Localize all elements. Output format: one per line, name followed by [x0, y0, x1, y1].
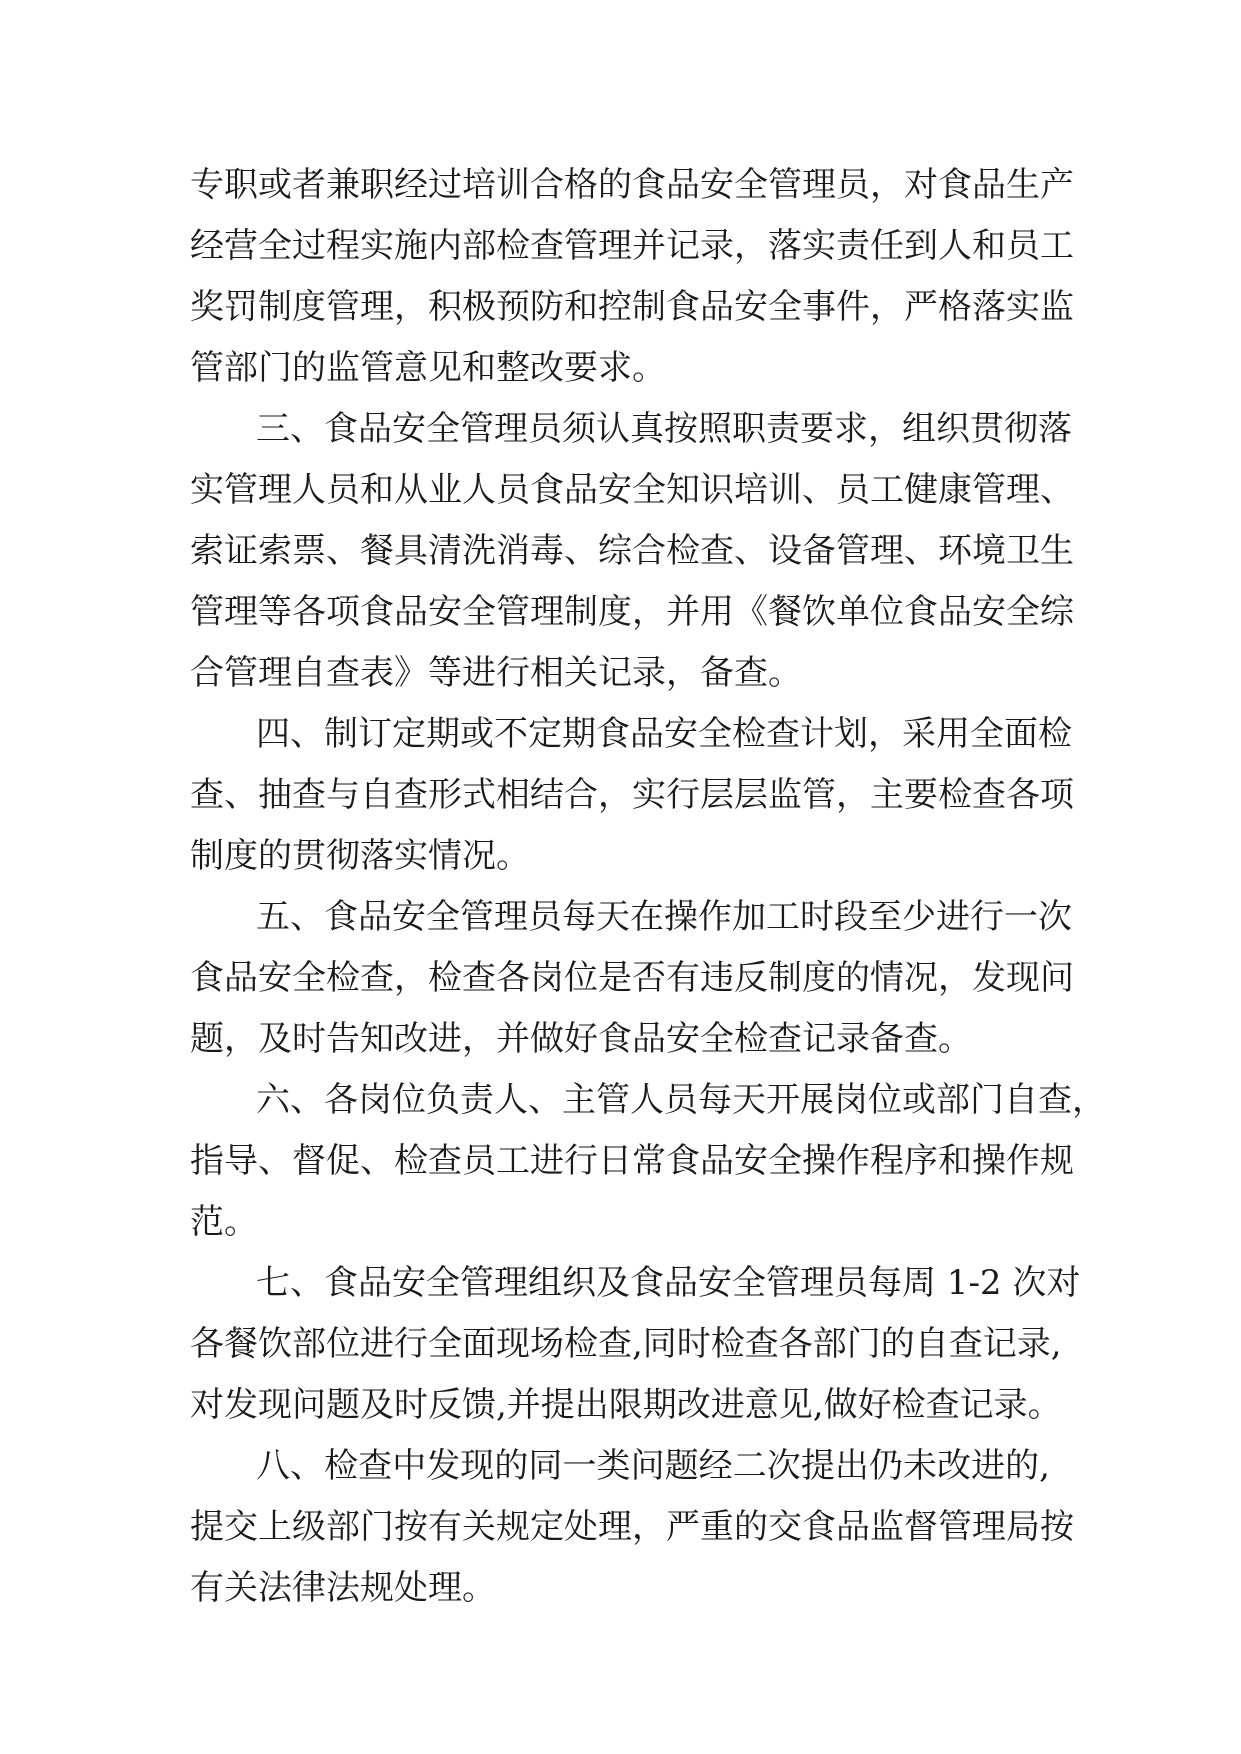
text-line: 合管理自查表》等进行相关记录，备查。 — [190, 653, 802, 693]
text-line: 索证索票、餐具清洗消毒、综合检查、设备管理、环境卫生 — [190, 531, 1074, 571]
text-line: 六、各岗位负责人、主管人员每天开展岗位或部门自查， — [256, 1080, 1106, 1120]
text-line: 有关法律法规处理。 — [190, 1568, 496, 1608]
paragraph-continued — [190, 155, 1074, 399]
text-line: 七、食品安全管理组织及食品安全管理员每周 1-2 次对 — [256, 1263, 1081, 1303]
text-line: 专职或者兼职经过培训合格的食品安全管理员，对食品生产 — [190, 165, 1074, 205]
text-line: 食品安全检查，检查各岗位是否有违反制度的情况，发现问 — [190, 958, 1074, 998]
text-line: 奖罚制度管理，积极预防和控制食品安全事件，严格落实监 — [190, 287, 1074, 327]
text-line: 实管理人员和从业人员食品安全知识培训、员工健康管理、 — [190, 470, 1074, 510]
text-line: 八、检查中发现的同一类问题经二次提出仍未改进的, — [256, 1446, 1050, 1486]
text-line: 管部门的监管意见和整改要求。 — [190, 348, 666, 388]
paragraph-item-8 — [190, 1436, 1074, 1619]
paragraph-item-6 — [190, 1070, 1106, 1253]
text-line: 三、食品安全管理员须认真按照职责要求，组织贯彻落 — [256, 409, 1072, 449]
text-line: 范。 — [190, 1202, 258, 1242]
document-body — [190, 155, 1106, 1619]
paragraph-item-5 — [190, 887, 1074, 1070]
text-line: 对发现问题及时反馈,并提出限期改进意见,做好检查记录。 — [190, 1385, 1062, 1425]
text-line: 查、抽查与自查形式相结合，实行层层监管，主要检查各项 — [190, 775, 1074, 815]
paragraph-item-3 — [190, 399, 1074, 704]
text-line: 指导、督促、检查员工进行日常食品安全操作程序和操作规 — [190, 1141, 1074, 1181]
paragraph-item-7 — [190, 1253, 1081, 1436]
text-line: 制度的贯彻落实情况。 — [190, 836, 530, 876]
text-line: 提交上级部门按有关规定处理，严重的交食品监督管理局按 — [190, 1507, 1074, 1547]
text-line: 五、食品安全管理员每天在操作加工时段至少进行一次 — [256, 897, 1072, 937]
text-line: 各餐饮部位进行全面现场检查,同时检查各部门的自查记录, — [190, 1324, 1062, 1364]
text-line: 四、制订定期或不定期食品安全检查计划，采用全面检 — [256, 714, 1072, 754]
text-line: 管理等各项食品安全管理制度，并用《餐饮单位食品安全综 — [190, 592, 1074, 632]
text-line: 题，及时告知改进，并做好食品安全检查记录备查。 — [190, 1019, 972, 1059]
text-line: 经营全过程实施内部检查管理并记录，落实责任到人和员工 — [190, 226, 1074, 266]
paragraph-item-4 — [190, 704, 1074, 887]
